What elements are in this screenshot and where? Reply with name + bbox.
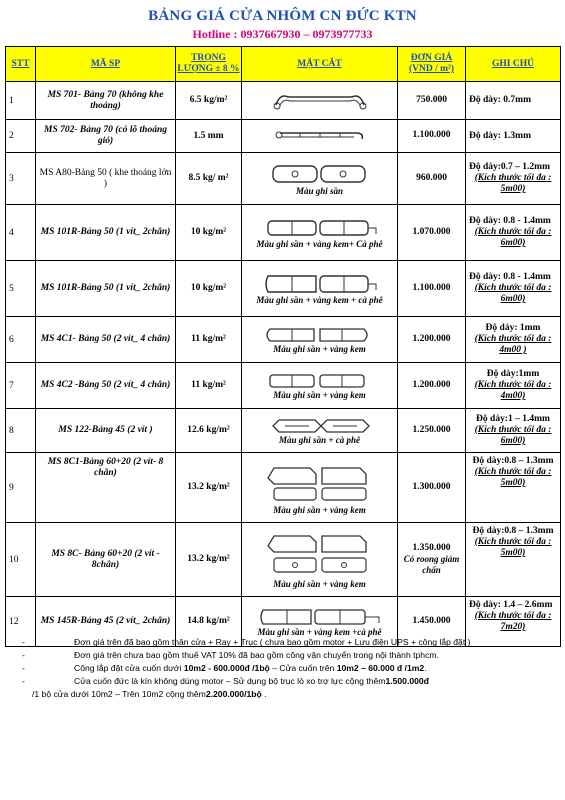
row-thickness: Độ dày:0.7 – 1.2mm — [469, 162, 551, 173]
header-ghi-chu: GHI CHÚ — [466, 47, 561, 82]
row-mat-cat — [242, 205, 398, 261]
profile-color-caption: Màu ghi sần + vàng kem — [273, 504, 366, 515]
row-trong-luong: 13.2 kg/m² — [176, 523, 242, 597]
row-stt: 9 — [6, 453, 36, 523]
row-stt: 7 — [6, 363, 36, 409]
profile-cross-section-icon — [255, 606, 385, 628]
row-trong-luong: 13.2 kg/m² — [176, 453, 242, 523]
table-row — [6, 523, 561, 597]
row-price: 1.100.000 — [412, 282, 451, 293]
row-price: 1.250.000 — [412, 424, 451, 435]
profile-color-caption: Màu ghi sần — [295, 185, 344, 196]
profile-color-caption: Màu ghi sần + cà phê — [279, 434, 360, 445]
row-stt: 4 — [6, 205, 36, 261]
row-max-size: (Kích thước tối đa : 5m00) — [474, 536, 552, 558]
table-row — [6, 453, 561, 523]
row-don-gia — [398, 363, 466, 409]
row-stt: 3 — [6, 153, 36, 205]
row-stt: 5 — [6, 261, 36, 317]
row-ghi-chu — [466, 317, 561, 363]
row-price: 1.350.000 — [412, 543, 451, 553]
row-price-note: Có roong giảm chấn — [403, 554, 460, 576]
row-price: 1.300.000 — [412, 481, 451, 492]
row-ma-sp: MS 702- Bảng 70 (có lỗ thoáng gió) — [36, 120, 176, 153]
note-item: - Công lắp đặt cửa cuốn dưới 10m2 - 600.000đ /1bộ – Cửa cuốn trên 10m2 – 60.000 đ /1m2. — [22, 663, 427, 673]
row-ghi-chu — [466, 261, 561, 317]
row-stt: 10 — [6, 523, 36, 597]
profile-color-caption: Màu ghi sần + vàng kem +cà phê — [257, 626, 382, 637]
page-title: BẢNG GIÁ CỬA NHÔM CN ĐỨC KTN — [148, 8, 417, 24]
row-trong-luong: 10 kg/m² — [176, 205, 242, 261]
row-ma-sp: MS A80-Bảng 50 ( khe thoáng lớn ) — [36, 153, 176, 205]
header-trong-luong: TRỌNG LƯỢNG ± 8 % — [176, 47, 242, 82]
profile-cross-section-icon — [260, 460, 380, 506]
note-item: - Cửa cuốn đức là kín không dùng motor – Sử dụng bộ trục lò xo trợ lực cộng thêm1.500.000đ /1 bộ cửa dưới 10m2 – Trên 10m2 cộng thêm2.200.000/1bộ . — [22, 676, 429, 699]
row-trong-luong: 6.5 kg/m² — [176, 82, 242, 120]
note-bold: 10m2 - 600.000đ /1bộ — [183, 663, 270, 673]
row-ma-sp: MS 8C- Bảng 60+20 (2 vít - 8chân) — [36, 523, 176, 597]
price-table — [5, 46, 561, 647]
row-thickness: Độ dày:0.8 – 1.3mm — [472, 526, 554, 536]
hotline: Hotline : 0937667930 – 0973977733 — [192, 27, 373, 41]
profile-color-caption: Màu ghi sần + vàng kem + cà phê — [256, 294, 383, 305]
table-row — [6, 82, 561, 120]
row-max-size: (Kích thước tối đa : 6m00) — [474, 227, 552, 248]
table-header-row — [6, 47, 561, 82]
note-item: - Đơn giá trên chưa bao gồm thuế VAT 10% đã bao gồm công vận chuyển trong nội thành tphcm. — [22, 650, 439, 660]
row-thickness: Độ dày: 0.7mm — [469, 95, 532, 106]
profile-color-caption: Màu ghi sần + vàng kem — [273, 389, 366, 400]
row-mat-cat — [242, 120, 398, 153]
row-mat-cat — [242, 453, 398, 523]
row-max-size: (Kích thước tối đa : 6m00) — [474, 283, 552, 304]
row-thickness: Độ dày:1 – 1.4mm — [476, 414, 550, 425]
row-mat-cat — [242, 409, 398, 453]
header-don-gia: ĐƠN GIÁ (VND / m²) — [398, 47, 466, 82]
row-ghi-chu — [466, 82, 561, 120]
row-max-size: (Kích thước tối đa : 6m00) — [474, 425, 552, 446]
profile-cross-section-icon — [260, 272, 380, 296]
table-row — [6, 409, 561, 453]
note-text: . — [261, 689, 267, 699]
header-stt: STT — [6, 47, 36, 82]
row-max-size: (Kích thước tối đa : 5m00) — [474, 466, 552, 488]
row-ma-sp: MS 122-Bảng 45 (2 vít ) — [36, 409, 176, 453]
note-text: /1 bộ — [32, 689, 52, 699]
row-mat-cat — [242, 153, 398, 205]
row-don-gia — [398, 205, 466, 261]
table-row — [6, 261, 561, 317]
row-mat-cat — [242, 317, 398, 363]
profile-cross-section-icon — [260, 530, 380, 580]
note-bold: 2.200.000/1bộ — [205, 689, 262, 699]
row-price: 1.200.000 — [412, 333, 451, 344]
row-trong-luong: 11 kg/m² — [176, 363, 242, 409]
profile-cross-section-icon — [270, 125, 370, 147]
header-mat-cat: MẶT CẮT — [242, 47, 398, 82]
note-bold: 1.500.000đ — [385, 676, 429, 686]
row-price: 1.200.000 — [412, 379, 451, 390]
row-stt: 2 — [6, 120, 36, 153]
table-row — [6, 153, 561, 205]
note-text: cửa dưới 10m2 – Trên 10m2 cộng thêm — [51, 689, 206, 699]
row-don-gia — [398, 409, 466, 453]
row-price: 1.100.000 — [412, 130, 451, 141]
row-trong-luong: 8.5 kg/ m² — [176, 153, 242, 205]
note-bold: 10m2 – 60.000 đ /1m2 — [336, 663, 425, 673]
profile-color-caption: Màu ghi sần + vàng kem+ Cà phê — [256, 238, 383, 249]
row-thickness: Độ dày: 1.4 – 2.6mm — [469, 600, 553, 610]
row-price: 960.000 — [416, 172, 447, 183]
row-max-size: (Kích thước tối đa : 4m00) — [474, 380, 552, 401]
profile-cross-section-icon — [260, 325, 380, 345]
row-mat-cat — [242, 261, 398, 317]
row-ma-sp: MS 4C2 -Bảng 50 (2 vít_ 4 chân) — [36, 363, 176, 409]
row-don-gia — [398, 120, 466, 153]
row-ghi-chu — [466, 205, 561, 261]
table-row — [6, 120, 561, 153]
note-text: Cửa cuốn đức là kín không dùng motor – Sử dụng bộ trục lò xo trợ lực cộng thêm — [74, 676, 386, 686]
row-don-gia — [398, 261, 466, 317]
row-max-size: (Kích thước tối đa : 4m00 ) — [474, 334, 552, 355]
row-mat-cat — [242, 82, 398, 120]
row-thickness: Độ dày: 1mm — [485, 323, 541, 334]
row-thickness: Độ dày:1mm — [486, 369, 540, 380]
note-text: – Cửa cuốn trên — [269, 663, 337, 673]
row-stt: 12 — [6, 597, 36, 647]
row-ghi-chu — [466, 453, 561, 523]
row-price: 1.450.000 — [412, 615, 451, 626]
row-stt: 6 — [6, 317, 36, 363]
row-max-size: (Kích thước tối đa : 5m00) — [474, 173, 552, 194]
row-mat-cat — [242, 523, 398, 597]
row-ghi-chu — [466, 363, 561, 409]
row-trong-luong: 12.6 kg/m² — [176, 409, 242, 453]
row-mat-cat — [242, 363, 398, 409]
row-ma-sp: MS 101R-Bảng 50 (1 vít_ 2chân) — [36, 261, 176, 317]
row-thickness: Độ dày: 0.8 - 1.4mm — [469, 272, 551, 283]
row-don-gia — [398, 82, 466, 120]
row-max-size: (Kích thước tối đa : 7m20) — [474, 610, 552, 632]
profile-color-caption: Màu ghi sần + vàng kem — [273, 343, 366, 354]
row-don-gia — [398, 317, 466, 363]
row-thickness: Độ dày: 0.8 - 1.4mm — [469, 216, 551, 227]
note-item: - Đơn giá trên đã bao gồm thân cửa + Ray + Trục ( chưa bao gồm motor + Lưu điện UPS + công lắp đặt ) — [22, 637, 471, 647]
row-trong-luong: 14.8 kg/m² — [176, 597, 242, 647]
note-text: Đơn giá trên chưa bao gồm thuế VAT 10% đã bao gồm công vận chuyển trong nội thành tphcm. — [74, 650, 439, 660]
row-ma-sp: MS 101R-Bảng 50 (1 vít_ 2chân) — [36, 205, 176, 261]
row-price: 750.000 — [416, 94, 447, 105]
row-ghi-chu — [466, 409, 561, 453]
row-stt: 1 — [6, 82, 36, 120]
row-thickness: Độ dày: 1.3mm — [469, 130, 532, 141]
row-ghi-chu — [466, 523, 561, 597]
row-ghi-chu — [466, 153, 561, 205]
row-thickness: Độ dày:0.8 – 1.3mm — [472, 456, 554, 466]
profile-color-caption: Màu ghi sần + vàng kem — [273, 578, 366, 589]
row-ma-sp: MS 4C1- Bảng 50 (2 vít_ 4 chân) — [36, 317, 176, 363]
row-don-gia — [398, 523, 466, 597]
table-row — [6, 363, 561, 409]
note-text: . — [424, 663, 427, 673]
row-ma-sp: MS 145R-Bảng 45 (2 vít_ 2chân) — [36, 597, 176, 647]
row-trong-luong: 10 kg/m² — [176, 261, 242, 317]
row-ma-sp: MS 701- Bảng 70 (không khe thoáng) — [36, 82, 176, 120]
row-ghi-chu — [466, 120, 561, 153]
note-text: Công lắp đặt cửa cuốn dưới — [74, 663, 184, 673]
note-text: Đơn giá trên đã bao gồm thân cửa + Ray + Trục ( chưa bao gồm motor + Lưu điện UPS + công lắp đặt ) — [74, 637, 471, 647]
row-don-gia — [398, 153, 466, 205]
row-stt: 8 — [6, 409, 36, 453]
profile-cross-section-icon — [260, 216, 380, 240]
profile-cross-section-icon — [270, 89, 370, 113]
profile-cross-section-icon — [265, 416, 375, 436]
row-don-gia — [398, 453, 466, 523]
row-ma-sp: MS 8C1-Bảng 60+20 (2 vít- 8 chân) — [36, 453, 176, 523]
row-price: 1.070.000 — [412, 226, 451, 237]
table-row — [6, 317, 561, 363]
row-trong-luong: 1.5 mm — [176, 120, 242, 153]
notes-section — [22, 636, 542, 701]
table-row — [6, 205, 561, 261]
row-trong-luong: 11 kg/m² — [176, 317, 242, 363]
profile-cross-section-icon — [260, 371, 380, 391]
header-ma-sp: MÃ SP — [36, 47, 176, 82]
profile-cross-section-icon — [265, 161, 375, 187]
